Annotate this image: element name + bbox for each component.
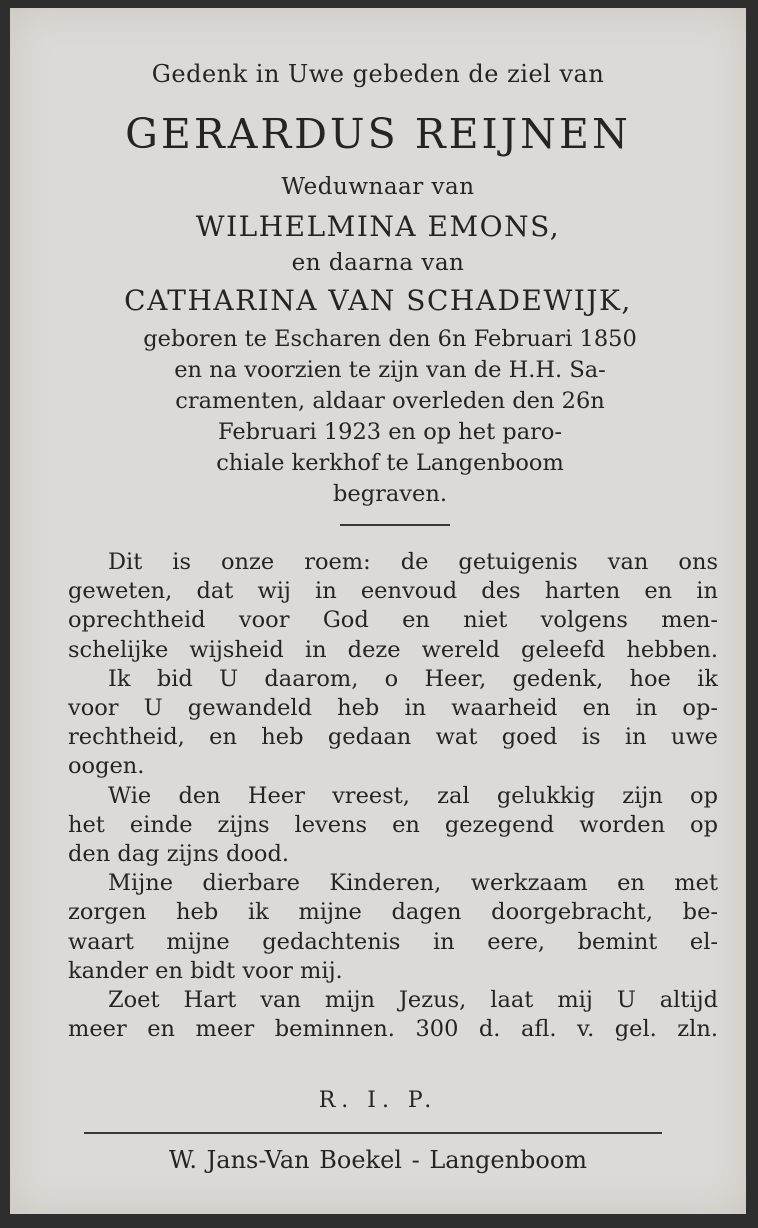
second-wife-name: CATHARINA VAN SCHADEWIJK, [124, 284, 632, 317]
verse-line: oprechtheid voor God en niet volgens men- [68, 607, 718, 634]
biography-line: cramenten, aldaar overleden den 26n [175, 388, 605, 414]
verse-line: den dag zijns dood. [68, 841, 290, 868]
verse-line: kander en bidt voor mij. [68, 957, 343, 984]
verse-line: oogen. [68, 753, 145, 780]
verse-line: waart mijne gedachtenis in eere, bemint el- [68, 928, 718, 955]
verse-line: schelijke wijsheid in deze wereld geleefd hebben. [68, 636, 718, 663]
biography-line: en na voorzien te zijn van de H.H. Sa- [174, 357, 606, 383]
biography-line: chiale kerkhof te Langenboom [216, 450, 564, 476]
verse-line: rechtheid, en heb gedaan wat goed is in uwe [68, 724, 718, 751]
verse-line: Ik bid U daarom, o Heer, gedenk, hoe ik [108, 665, 718, 692]
verse-line: Dit is onze roem: de getuigenis van ons [108, 549, 718, 575]
divider [340, 524, 450, 526]
first-wife-name: WILHELMINA EMONS, [195, 210, 561, 243]
verse-line: geweten, dat wij in eenvoud des harten en in [68, 578, 718, 605]
then-of-line: en daarna van [291, 250, 465, 276]
intro-line: Gedenk in Uwe gebeden de ziel van [151, 60, 605, 88]
footer-divider [84, 1132, 662, 1134]
verse-line: Zoet Hart van mijn Jezus, laat mij U altijd [108, 987, 718, 1014]
verse-line: voor U gewandeld heb in waarheid en in op- [68, 695, 718, 722]
rip-line: R. I. P. [318, 1088, 438, 1113]
verses [68, 548, 718, 1044]
verse-line: Wie den Heer vreest, zal gelukkig zijn op [108, 782, 718, 809]
deceased-name: GERARDUS REIJNEN [125, 110, 631, 158]
biography [70, 324, 710, 510]
biography-line: begraven. [333, 481, 447, 507]
widower-of-line: Weduwnaar van [281, 174, 475, 200]
biography-line: Februari 1923 en op het paro- [217, 419, 563, 445]
verse-line: het einde zijns levens en gezegend worden op [68, 811, 718, 838]
verse-line: Mijne dierbare Kinderen, werkzaam en met [108, 870, 718, 897]
biography-line: geboren te Escharen den 6n Februari 1850 [143, 326, 637, 352]
verse-line: zorgen heb ik mijne dagen doorgebracht, be- [68, 899, 718, 926]
memorial-card [10, 8, 746, 1214]
verse-line: meer en meer beminnen. 300 d. afl. v. gel. zln. [68, 1016, 718, 1043]
printer-line: W. Jans-Van Boekel - Langenboom [168, 1146, 588, 1174]
